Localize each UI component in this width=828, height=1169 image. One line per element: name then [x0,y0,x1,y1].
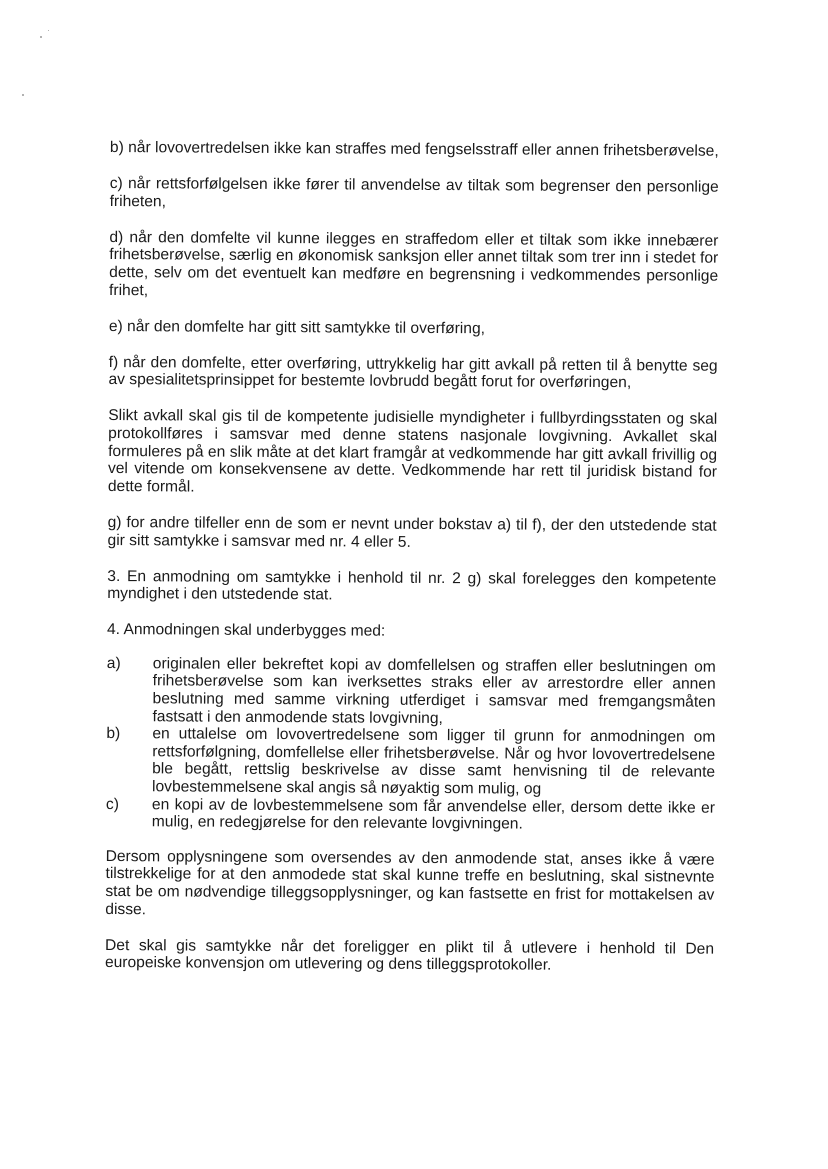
list-marker: c) [105,795,119,813]
paragraph-d: d) når den domfelte vil kunne ilegges en straffedom eller et tiltak som ikke innebærer frihetsberøvelse, særlig en økonomisk sanksjon eller annet tiltak som trer inn i stedet for dette, selv om det eventuelt kan medføre en begrensning i vedkommendes personlige frihet, [109,228,719,299]
paragraph-section-3: 3. En anmodning om samtykke i henhold til nr. 2 g) skal forelegges den kompetente myndighet i den utstedende stat. [107,567,717,604]
scan-speck [22,94,24,96]
list-marker: a) [106,654,121,672]
list-item-text: en uttalelse om lovovertredelsene som ligger til grunn for anmodningen om rettsforfølgning, domfellelse eller frihetsberøvelse. Når og hvor lovovertredelsene ble begått, rettslig beskrivelse av disse samt henvisning til de relevante lovbestemmelsene skal angis så nøyaktig som mulig, og [151,725,716,798]
paragraph-e: e) når den domfelte har gitt sitt samtykke til overføring, [108,317,486,337]
list-marker: b) [106,725,121,743]
paragraph-waiver: Slikt avkall skal gis til de kompetente judisielle myndigheter i fullbyrdingsstaten og skal protokollføres i samsvar med denne statens nasjonale lovgivning. Avkallet skal formuleres på en slik måte at det klart framgår at vedkommende har gitt avkall frivillig og vel vitende om konsekvensene av dette. Vedkommende har rett til juridisk bistand for dette formål. [107,407,718,496]
requirements-list [106,655,716,835]
scan-speck [48,30,49,31]
paragraph-section-4: 4. Anmodningen skal underbygges med: [106,621,386,640]
paragraph-consent-obligation: Det skal gis samtykke når det foreligger en plikt til å utlevere i henhold til Den europeiske konvensjon om utlevering og dens tilleggsprotokoller. [104,936,715,974]
paragraph-c: c) når rettsforfølgelsen ikke fører til anvendelse av tiltak som begrenser den personlige friheten, [109,175,719,211]
paragraph-f: f) når den domfelte, etter overføring, uttrykkelig har gitt avkall på retten til å benytte seg av spesialitetsprinsippet for bestemte lovbrudd begått forut for overføringen, [108,353,718,392]
list-item-text: en kopi av de lovbestemmelsene som får anvendelse eller, dersom dette ikke er mulig, en redegjørelse for den relevante lovgivningen. [151,795,715,833]
list-item-text: originalen eller bekreftet kopi av domfellelsen og straffen eller beslutningen om frihetsberøvelse som kan iverksettes straks eller av arrestordre eller annen beslutning med samme virkning utferdiget i samsvar med fremgangsmåten fastsatt i den anmodende stats lovgivning, [152,655,716,727]
paragraph-g: g) for andre tilfeller enn de som er nevnt under bokstav a) til f), der den utstedende stat gir sitt samtykke i samsvar med nr. 4 eller 5. [107,513,717,551]
paragraph-b: b) når lovovertredelsen ikke kan straffes med fengselsstraff eller annen frihetsberøvelse, [109,139,719,160]
list-item-a [106,655,715,729]
paragraph-insufficient-info: Dersom opplysningene som oversendes av den anmodende stat, anses ikke å være tilstrekkelige for at den anmodede stat skal kunne treffe en beslutning, skal sistnevnte stat be om nødvendige tilleggsopplysninger, og kan fastsette en frist for mottakelsen av disse. [105,847,715,918]
list-item-c [106,796,715,835]
document-body [105,139,719,994]
scan-speck [40,36,42,38]
list-item-b [106,725,715,799]
